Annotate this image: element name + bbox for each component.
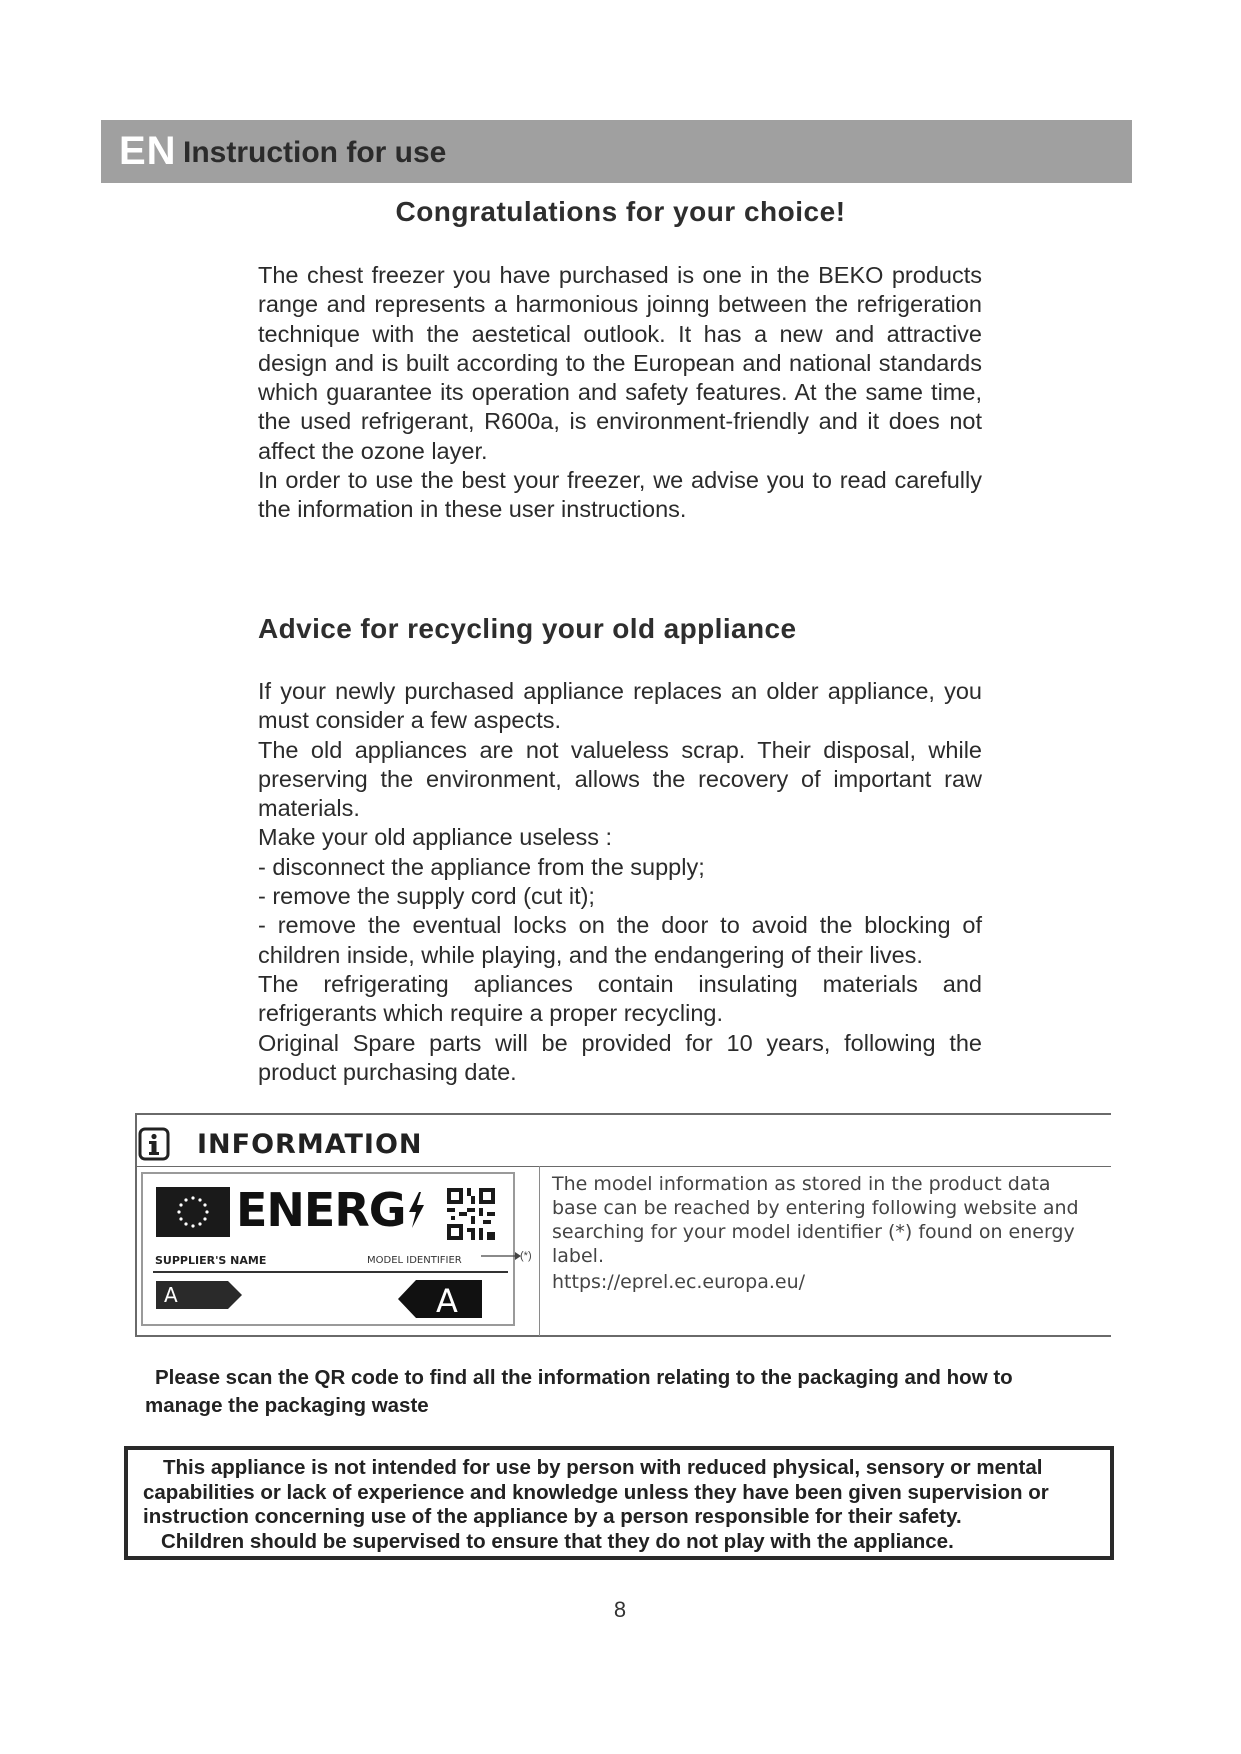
intro-paragraph: The chest freezer you have purchased is one in the BEKO products range and represents a harmonious joinng between the refrigeration technique with the aestetical outlook. It has a new and attractive design and is built according to the European and national standards which guarantee its operation and safety features. At the same time, the used refrigerant, R600a, is environment-friendly and it does not affect the ozone layer. xyxy=(258,262,982,464)
info-icon xyxy=(138,1127,170,1161)
qr-code-icon xyxy=(447,1188,495,1240)
eprel-link[interactable]: https://eprel.ec.europa.eu/ xyxy=(552,1271,806,1293)
recycle-paragraph: If your newly purchased appliance replaces an older appliance, you must consider a few aspects. xyxy=(258,678,982,734)
intro-text xyxy=(258,261,982,525)
energy-label-rule xyxy=(153,1271,508,1273)
model-identifier-label: MODEL IDENTIFIER xyxy=(367,1255,462,1266)
recycle-paragraph: Make your old appliance useless : xyxy=(258,824,613,851)
warning-line: capabilities or lack of experience and knowledge unless they have been given supervision or xyxy=(143,1480,1049,1504)
recycle-text xyxy=(258,677,982,1087)
energy-logo-word: ENERG xyxy=(236,1183,406,1237)
recycle-list-item: - remove the eventual locks on the door to avoid the blocking of children inside, while playing, and the endangering of their lives. xyxy=(258,912,982,968)
energy-class-arrow-left xyxy=(156,1281,242,1309)
energy-logo-text xyxy=(236,1183,426,1237)
page-number: 8 xyxy=(613,1597,627,1622)
scan-note-line: manage the packaging waste xyxy=(145,1394,429,1417)
recycle-paragraph: The refrigerating apliances contain insulating materials and refrigerants which require a proper recycling. xyxy=(258,970,982,1027)
scan-note-line: Please scan the QR code to find all the information relating to the packaging and how to xyxy=(155,1366,1013,1389)
section-header-bar xyxy=(101,120,1132,183)
energy-class-left-text: A xyxy=(164,1283,178,1307)
warning-line: instruction concerning use of the appliance by a person responsible for their safety. xyxy=(143,1505,962,1528)
lightning-icon xyxy=(406,1190,426,1230)
language-code: EN xyxy=(119,129,177,173)
info-box-top-border xyxy=(135,1113,1111,1115)
recycle-paragraph: Original Spare parts will be provided for 10 years, following the product purchasing date. xyxy=(258,1029,982,1085)
info-box-left-border xyxy=(135,1113,137,1336)
intro-paragraph: In order to use the best your freezer, we advise you to read carefully the information in these user instructions. xyxy=(258,467,982,523)
warning-line: Children should be supervised to ensure that they do not play with the appliance. xyxy=(161,1529,954,1553)
info-box-divider xyxy=(135,1166,1111,1167)
info-box-bottom-border xyxy=(135,1335,1111,1337)
eu-flag-icon xyxy=(156,1187,230,1237)
info-box-column-divider xyxy=(539,1166,540,1336)
packaging-scan-note xyxy=(146,1364,1086,1420)
energy-class-arrow-right xyxy=(398,1280,482,1318)
supplier-name-label: SUPPLIER'S NAME xyxy=(155,1254,267,1267)
energy-class-right-text: A xyxy=(436,1282,458,1320)
warning-line: This appliance is not intended for use by person with reduced physical, sensory or mental xyxy=(163,1456,1043,1479)
recycle-list-item: - remove the supply cord (cut it); xyxy=(258,883,595,910)
recycle-paragraph: The old appliances are not valueless scrap. Their disposal, while preserving the environment, allows the recovery of important raw materials. xyxy=(258,736,982,822)
model-info-text: The model information as stored in the product data base can be reached by entering following website and searching for your model identifier (*) found on energy label. xyxy=(552,1173,1079,1267)
page-title: Instruction for use xyxy=(183,136,447,169)
recycle-heading: Advice for recycling your old appliance xyxy=(258,613,797,644)
safety-warning-text xyxy=(143,1456,1113,1554)
asterisk-note: (*) xyxy=(520,1250,532,1262)
congrats-heading: Congratulations for your choice! xyxy=(395,196,846,227)
information-title: INFORMATION xyxy=(197,1129,423,1160)
recycle-list-item: - disconnect the appliance from the supply; xyxy=(258,853,705,880)
